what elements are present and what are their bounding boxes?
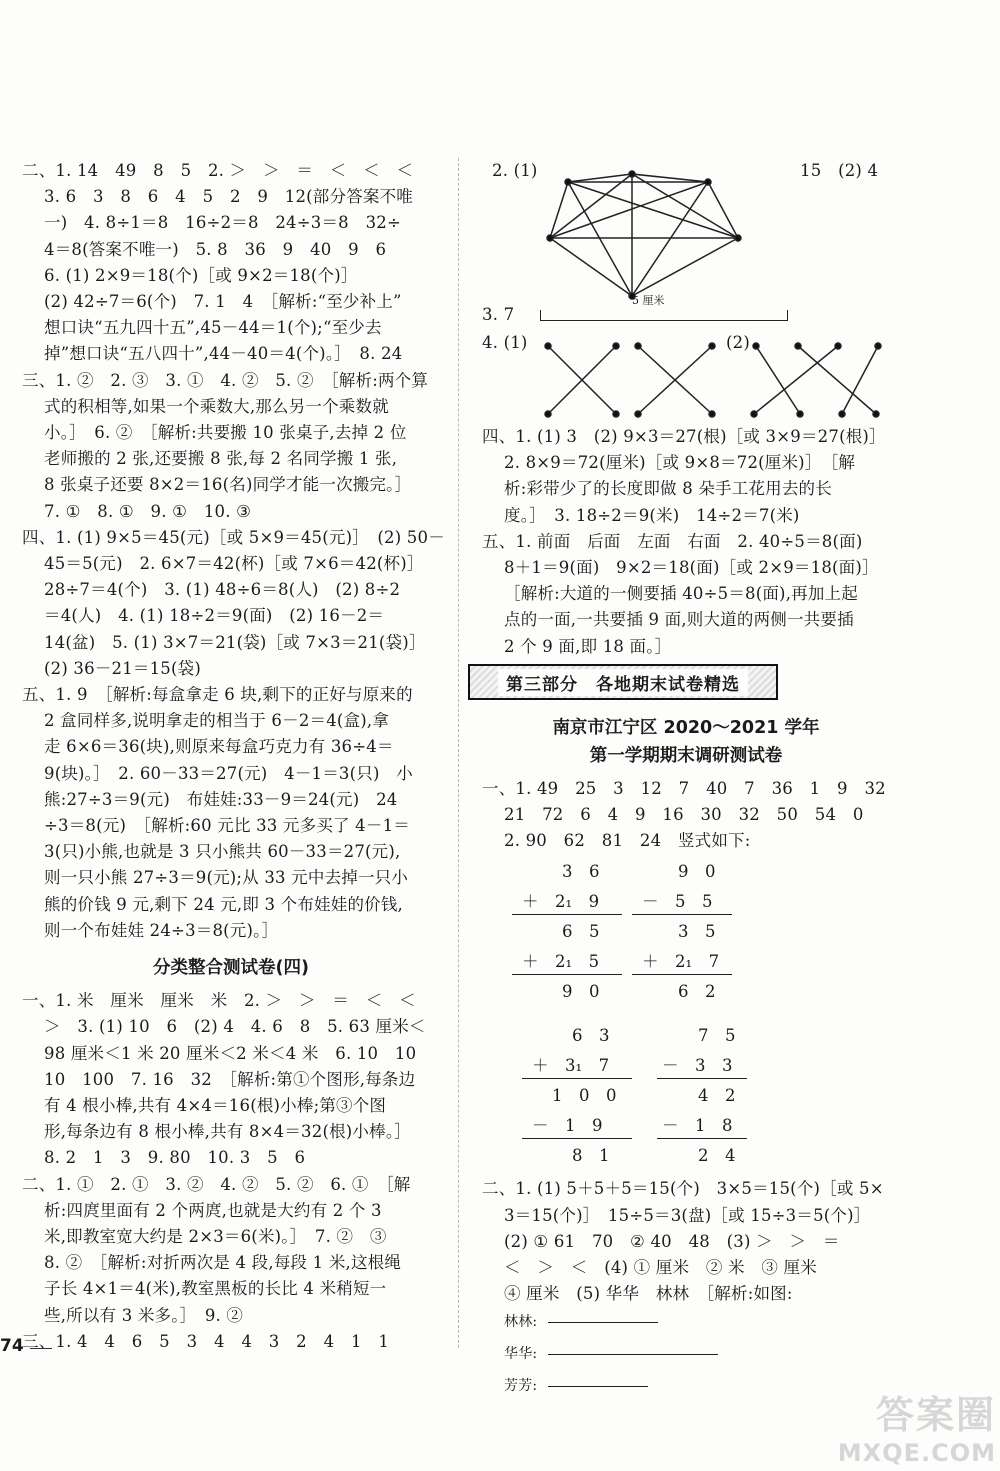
text-line: 98 厘米＜1 米 20 厘米＜2 米＜4 米 6. 10 10 bbox=[44, 1043, 417, 1063]
text-line: ＝4(人) 4. (1) 18÷2＝9(面) (2) 16－2＝ bbox=[44, 606, 385, 626]
text-line: 点的一面,一共要插 9 面,则大道的两侧一共要插 bbox=[504, 610, 854, 630]
exam-title-line-1: 南京市江宁区 2020～2021 学年 bbox=[552, 717, 820, 738]
text-line: 2 盒同样多,说明拿走的相当于 6－2＝4(盒),拿 bbox=[44, 711, 390, 731]
text-line: 熊的价钱 9 元,剩下 24 元,即 3 个布娃娃的价钱, bbox=[44, 894, 403, 914]
text-line: 21 72 6 4 9 16 30 32 50 54 0 bbox=[504, 805, 864, 825]
text-line: 45＝5(元) 2. 6×7＝42(杯)［或 7×6＝42(杯)］ bbox=[44, 554, 424, 574]
calc-c-row1: 6 3 bbox=[572, 1026, 610, 1046]
q4-label: 4. (1) bbox=[482, 333, 528, 352]
page-number: 74 bbox=[0, 1336, 24, 1356]
text-line: 析:四庹里面有 2 个两庹,也就是大约有 2 个 3 bbox=[44, 1200, 382, 1220]
text-line: 些,所以有 3 米多。］ 9. ② bbox=[44, 1305, 244, 1325]
text-line: 二、1. 14 49 8 5 2. ＞ ＞ ＝ ＜ ＜ ＜ bbox=[22, 161, 414, 180]
calc-d-row1: 7 5 bbox=[698, 1026, 736, 1046]
calc-rule bbox=[512, 914, 622, 915]
watermark-url: MXQE.COM bbox=[837, 1439, 996, 1467]
calc-c-row4: － 1 9 bbox=[532, 1116, 603, 1136]
left-column bbox=[22, 158, 445, 1355]
calc-b-row1: 9 0 bbox=[678, 862, 716, 882]
text-line: 2. 90 62 81 24 竖式如下: bbox=[504, 831, 751, 851]
calc-rule bbox=[632, 914, 732, 915]
polygon-lines-diagram bbox=[542, 168, 762, 308]
name-label: 林林: bbox=[504, 1314, 538, 1331]
ruler-label: 5 厘米 bbox=[632, 294, 665, 307]
text-line: 二、1. ① 2. ① 3. ② 4. ② 5. ② 6. ① ［解 bbox=[22, 1174, 411, 1194]
part-banner-text: 第三部分 各地期末试卷精选 bbox=[498, 669, 748, 696]
exam-part-2 bbox=[482, 1176, 890, 1307]
answers-part-5-right bbox=[482, 529, 890, 660]
text-line: 6. (1) 2×9＝18(个)［或 9×2＝18(个)］ bbox=[44, 265, 358, 285]
text-line: 3(只)小熊,也就是 3 只小熊共 60－33＝27(元), bbox=[44, 842, 401, 862]
text-line: (2) ① 61 70 ② 40 48 (3) ＞ ＞ ＝ bbox=[504, 1231, 840, 1251]
text-line: 2. 8×9＝72(厘米)［或 9×8＝72(厘米)］ ［解 bbox=[504, 453, 856, 473]
question-3-block bbox=[482, 294, 890, 334]
part-banner bbox=[468, 664, 778, 700]
text-line: 7. ① 8. ① 9. ① 10. ③ bbox=[44, 501, 252, 521]
text-line: 掉”想口诀“五八四十”,44－40＝4(个)。］ 8. 24 bbox=[44, 344, 403, 364]
calc-c-row5: 8 1 bbox=[572, 1146, 610, 1166]
text-line: 8＋1＝9(面) 9×2＝18(面)［或 2×9＝18(面)］ bbox=[504, 558, 879, 578]
text-line: 四、1. (1) 3 (2) 9×3＝27(根)［或 3×9＝27(根)］ bbox=[482, 427, 886, 446]
text-line: 三、1. 4 4 6 5 3 4 4 3 2 4 1 1 bbox=[22, 1331, 390, 1351]
text-line: 8. 2 1 3 9. 80 10. 3 5 6 bbox=[44, 1148, 306, 1168]
text-line: 形,每条边有 8 根小棒,共有 8×4＝32(根)小棒。］ bbox=[44, 1122, 411, 1142]
calc-d-row3: 4 2 bbox=[698, 1086, 736, 1106]
text-line: ÷3＝8(元) ［解析:60 元比 33 元多买了 4－1＝ bbox=[44, 816, 410, 836]
text-line: ④ 厘米 (5) 华华 林林 ［解析:如图: bbox=[504, 1284, 793, 1304]
text-line: ＞ 3. (1) 10 6 (2) 4 4. 6 8 5. 63 厘米＜ bbox=[44, 1017, 426, 1037]
calc-a-row2: ＋ 2₁ 9 bbox=[522, 892, 600, 912]
text-line: 28÷7＝4(个) 3. (1) 48÷6＝8(人) (2) 8÷2 bbox=[44, 580, 401, 600]
text-line: 式的积相等,如果一个乘数大,那么另一个乘数就 bbox=[44, 396, 389, 416]
vertical-calculations bbox=[492, 854, 792, 1166]
test4-part-3 bbox=[22, 1329, 440, 1355]
q3-label: 3. 7 bbox=[482, 305, 515, 324]
answers-part-4 bbox=[22, 525, 445, 682]
calc-a-row1: 3 6 bbox=[562, 862, 600, 882]
calc-a-row5: 9 0 bbox=[562, 982, 600, 1002]
text-line: 则一只小熊 27÷3＝9(元);从 33 元中去掉一只小 bbox=[44, 868, 409, 888]
text-line: 14(盆) 5. (1) 3×7＝21(袋)［或 7×3＝21(袋)］ bbox=[44, 632, 426, 652]
answers-part-5 bbox=[22, 682, 440, 944]
calc-d-row2: － 3 3 bbox=[662, 1056, 733, 1076]
answers-part-4-right bbox=[482, 424, 890, 529]
test4-part-2 bbox=[22, 1172, 440, 1329]
answers-part-3 bbox=[22, 368, 440, 525]
text-line: 一、1. 米 厘米 厘米 米 2. ＞ ＞ ＝ ＜ ＜ bbox=[22, 991, 416, 1011]
answers-part-2 bbox=[22, 158, 440, 368]
q2-answer: 15 (2) 4 bbox=[800, 161, 879, 180]
text-line: 4＝8(答案不唯一) 5. 8 36 9 40 9 6 bbox=[44, 239, 387, 259]
row-huahua bbox=[482, 1341, 890, 1367]
text-line: 小。］ 6. ② ［解析:共要搬 10 张桌子,去掉 2 位 bbox=[44, 423, 407, 443]
text-line: 二、1. (1) 5＋5＋5＝15(个) 3×5＝15(个)［或 5× bbox=[482, 1179, 884, 1199]
calc-d-row5: 2 4 bbox=[698, 1146, 736, 1166]
text-line: ［解析:大道的一侧要插 40÷5＝8(面),再加上起 bbox=[504, 584, 858, 604]
calc-b-row5: 6 2 bbox=[678, 982, 716, 1002]
calc-b-row2: － 5 5 bbox=[642, 892, 713, 912]
text-line: 米,即教室宽大约是 2×3＝6(米)。］ 7. ② ③ bbox=[44, 1226, 387, 1246]
ruler-line bbox=[540, 310, 788, 321]
calc-c-row3: 1 0 0 bbox=[552, 1086, 617, 1106]
text-line: 3. 6 3 8 6 4 5 2 9 12(部分答案不唯 bbox=[44, 187, 414, 207]
text-line: 3＝15(个)］ 15÷5＝3(盘)［或 15÷3＝5(个)］ bbox=[504, 1205, 871, 1225]
text-line: 老师搬的 2 张,还要搬 8 张,每 2 名同学搬 1 张, bbox=[44, 449, 398, 469]
text-line: 熊:27÷3＝9(元) 布娃娃:33－9＝24(元) 24 bbox=[44, 789, 398, 809]
length-line bbox=[548, 1386, 648, 1387]
text-line: 析:彩带少了的长度即做 8 朵手工花用去的长 bbox=[504, 479, 832, 499]
calc-c-row2: ＋ 3₁ 7 bbox=[532, 1056, 610, 1076]
row-fangfang bbox=[482, 1373, 890, 1399]
text-line: 三、1. ② 2. ③ 3. ① 4. ② 5. ② ［解析:两个算 bbox=[22, 370, 429, 390]
text-line: 9(块)。］ 2. 60－33＝27(元) 4－1＝3(只) 小 bbox=[44, 763, 413, 783]
text-line: (2) 36－21＝15(袋) bbox=[44, 658, 201, 678]
calc-rule bbox=[657, 1078, 747, 1079]
watermark bbox=[838, 1384, 996, 1467]
text-line: 五、1. 前面 后面 左面 右面 2. 40÷5＝8(面) bbox=[482, 531, 863, 551]
row-linlin bbox=[482, 1309, 890, 1335]
text-line: 走 6×6＝36(块),则原来每盒巧克力有 36÷4＝ bbox=[44, 737, 394, 757]
calc-a-row4: ＋ 2₁ 5 bbox=[522, 952, 600, 972]
text-line: (2) 42÷7＝6(个) 7. 1 4 ［解析:“至少补上” bbox=[44, 292, 402, 312]
text-line: 则一个布娃娃 24÷3＝8(元)。］ bbox=[44, 920, 279, 940]
text-line: 四、1. (1) 9×5＝45(元)［或 5×9＝45(元)］ (2) 50－ bbox=[22, 527, 445, 547]
length-line bbox=[548, 1322, 658, 1323]
length-comparison-figure bbox=[482, 1309, 890, 1399]
name-label: 芳芳: bbox=[504, 1378, 538, 1395]
text-line: 8 张桌子还要 8×2＝16(名)同学才能一次搬完。］ bbox=[44, 475, 412, 495]
column-divider bbox=[458, 158, 459, 1348]
text-line: 五、1. 9 ［解析:每盒拿走 6 块,剩下的正好与原来的 bbox=[22, 685, 413, 705]
matching-lines-diagram bbox=[542, 334, 882, 424]
text-line: 10 100 7. 16 32 ［解析:第①个图形,每条边 bbox=[44, 1069, 416, 1089]
calc-rule bbox=[522, 1078, 632, 1079]
text-line: 想口诀“五九四十五”,45－44＝1(个);“至少去 bbox=[44, 318, 382, 338]
calc-rule bbox=[512, 974, 622, 975]
text-line: 度。］ 3. 18÷2＝9(米) 14÷2＝7(米) bbox=[504, 505, 800, 525]
page-number-rule bbox=[30, 1348, 52, 1349]
calc-b-row3: 3 5 bbox=[678, 922, 716, 942]
calc-d-row4: － 1 8 bbox=[662, 1116, 733, 1136]
test4-part-1 bbox=[22, 988, 440, 1171]
text-line: 有 4 根小棒,共有 4×4＝16(根)小棒;第③个图 bbox=[44, 1095, 387, 1115]
calc-rule bbox=[632, 974, 732, 975]
name-label: 华华: bbox=[504, 1346, 538, 1363]
text-line: 一) 4. 8÷1＝8 16÷2＝8 24÷3＝8 32÷ bbox=[44, 213, 401, 233]
text-line: ＜ ＞ ＜ (4) ① 厘米 ② 米 ③ 厘米 bbox=[504, 1258, 817, 1278]
length-line bbox=[548, 1354, 718, 1355]
q4-label-2: (2) bbox=[726, 333, 750, 352]
section-title: 分类整合测试卷(四) bbox=[153, 958, 309, 979]
question-2-block bbox=[482, 158, 890, 308]
calc-b-row4: ＋ 2₁ 7 bbox=[642, 952, 720, 972]
text-line: 2 个 9 面,即 18 面。］ bbox=[504, 636, 672, 656]
exam-part-1 bbox=[482, 776, 890, 855]
text-line: 子长 4×1＝4(米),教室黑板的长比 4 米稍短一 bbox=[44, 1279, 387, 1299]
calc-a-row3: 6 5 bbox=[562, 922, 600, 942]
text-line: 一、1. 49 25 3 12 7 40 7 36 1 9 32 bbox=[482, 778, 886, 798]
q2-label: 2. (1) bbox=[492, 161, 538, 180]
question-4-block bbox=[482, 334, 890, 424]
exam-title-line-2: 第一学期期末调研测试卷 bbox=[589, 745, 783, 766]
calc-rule bbox=[522, 1138, 632, 1139]
watermark-logo-text: 答案圈 bbox=[875, 1393, 996, 1437]
calc-rule bbox=[657, 1138, 747, 1139]
text-line: 8. ② ［解析:对折两次是 4 段,每段 1 米,这根绳 bbox=[44, 1253, 402, 1273]
right-column bbox=[482, 158, 890, 1399]
